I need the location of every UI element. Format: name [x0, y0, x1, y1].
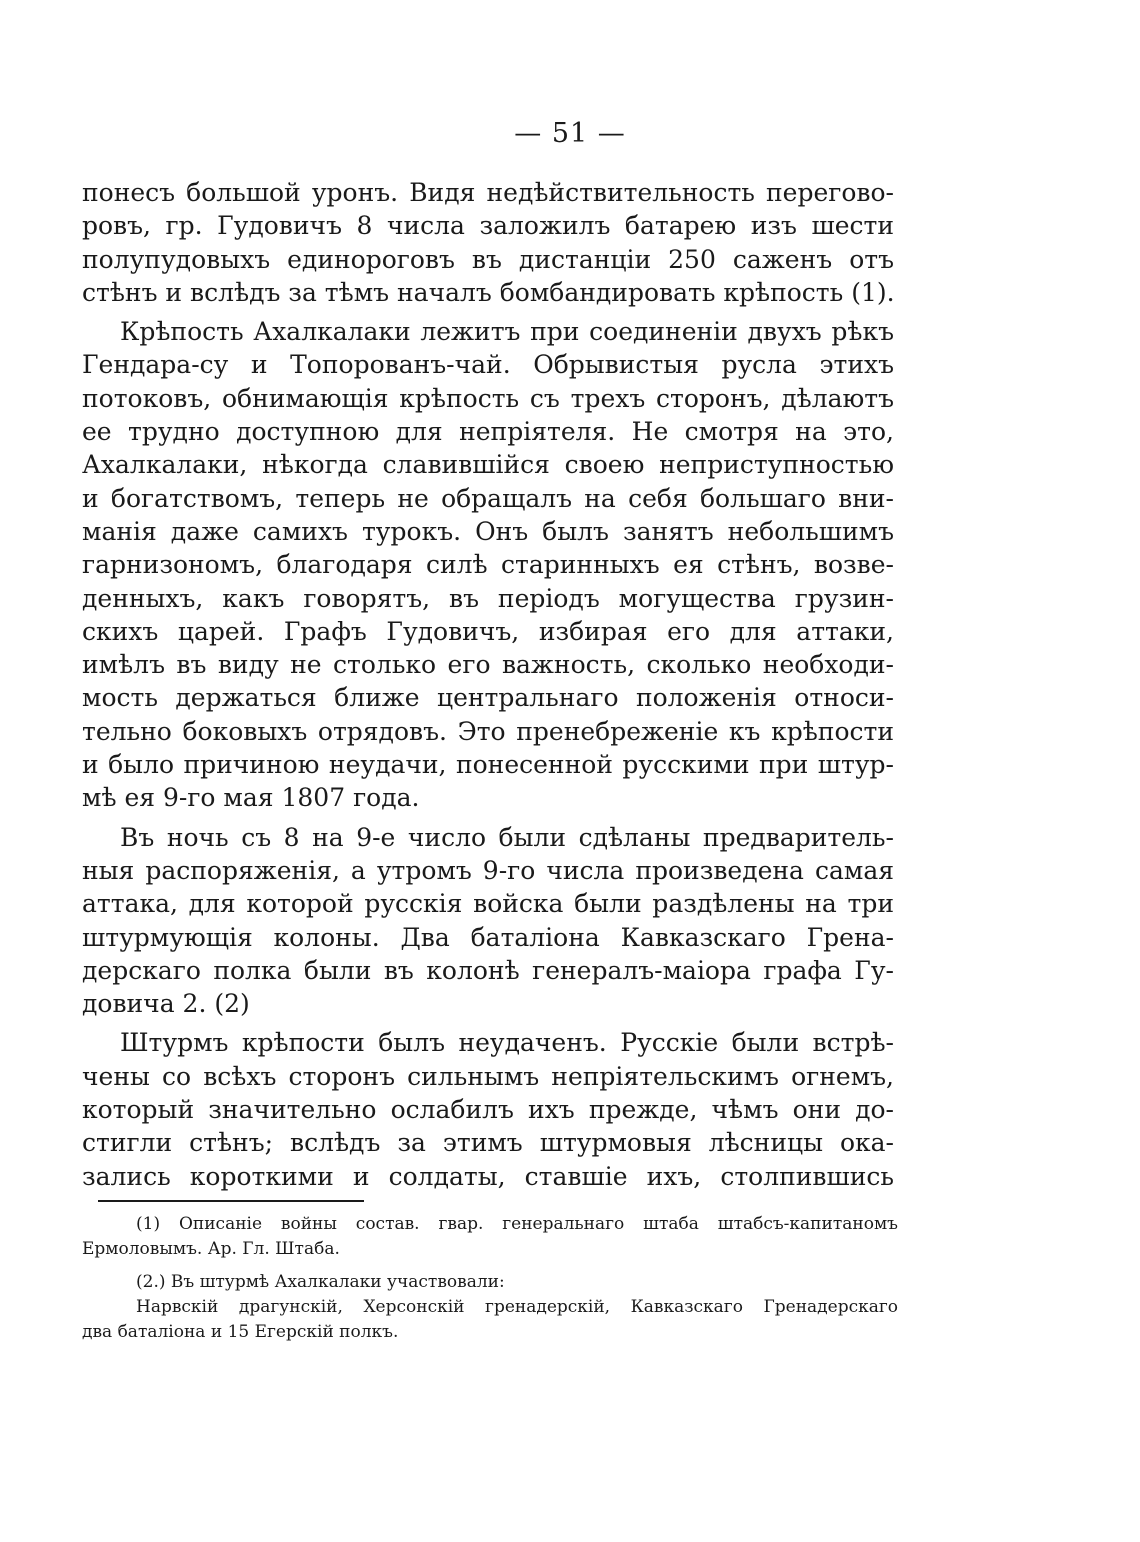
text-line: зались короткими и солдаты, ставшіе ихъ, столпившись: [82, 1161, 894, 1191]
text-line: аттака, для которой русскія войска были раздѣлены на три: [82, 889, 894, 919]
text-line: мѣ ея 9-го мая 1807 года.: [82, 783, 420, 813]
text-line: который значительно ослабилъ ихъ прежде, чѣмъ они до-: [82, 1095, 894, 1125]
text-line: довича 2. (2): [82, 989, 250, 1019]
text-line: ровъ, гр. Гудовичъ 8 числа заложилъ батарею изъ шести: [82, 211, 894, 241]
text-line: и было причиною неудачи, понесенной русскими при штур-: [82, 750, 894, 780]
footnote-line: два баталіона и 15 Егерскій полкъ.: [82, 1322, 399, 1342]
text-line: тельно боковыхъ отрядовъ. Это пренебреженіе къ крѣпости: [82, 716, 894, 746]
text-line: стигли стѣнъ; вслѣдъ за этимъ штурмовыя лѣсницы ока-: [82, 1128, 894, 1158]
text-line: Ахалкалаки, нѣкогда славившійся своею неприступностью: [82, 450, 894, 480]
footnote-line: Нарвскій драгунскій, Херсонскій гренадерскій, Кавказскаго Гренадерскаго: [136, 1297, 898, 1317]
footnote-line: (2.) Въ штурмѣ Ахалкалаки участвовали:: [136, 1272, 505, 1292]
footnote-line: Ермоловымъ. Ар. Гл. Штаба.: [82, 1239, 340, 1259]
text-line: дерскаго полка были въ колонѣ генералъ-маіора графа Гу-: [82, 955, 894, 985]
footnote: [82, 1212, 898, 1262]
text-line: гарнизономъ, благодаря силѣ старинныхъ ея стѣнъ, возве-: [82, 550, 894, 580]
text-line: штурмующія колоны. Два баталіона Кавказскаго Грена-: [82, 922, 894, 952]
page-number: — 51 —: [514, 118, 626, 149]
paragraph: [82, 1026, 894, 1192]
footnote-rule: [98, 1200, 364, 1202]
text-line: имѣлъ въ виду не столько его важность, сколько необходи-: [82, 650, 894, 680]
text-line: скихъ царей. Графъ Гудовичъ, избирая его для аттаки,: [82, 616, 894, 646]
text-line: понесъ большой уронъ. Видя недѣйствительность перегово-: [82, 178, 894, 207]
text-line: стѣнъ и вслѣдъ за тѣмъ началъ бомбандировать крѣпость (1).: [82, 277, 895, 307]
text-line: мость держаться ближе центральнаго положенія относи-: [82, 683, 894, 713]
paragraph: [82, 315, 894, 814]
body-text: [82, 176, 894, 1193]
paragraph: [82, 821, 894, 1021]
text-line: полупудовыхъ единороговъ въ дистанціи 250 саженъ отъ: [82, 244, 894, 274]
text-line: и богатствомъ, теперь не обращалъ на себя большаго вни-: [82, 483, 894, 513]
text-line: Крѣпость Ахалкалаки лежитъ при соединеніи двухъ рѣкъ: [120, 317, 894, 347]
footnotes: [82, 1212, 898, 1345]
paragraph: [82, 176, 894, 309]
text-line: манія даже самихъ турокъ. Онъ былъ занятъ небольшимъ: [82, 516, 894, 546]
text-line: Гендара-су и Топорованъ-чай. Обрывистыя русла этихъ: [82, 350, 894, 380]
text-line: потоковъ, обнимающія крѣпость съ трехъ сторонъ, дѣлаютъ: [82, 383, 894, 413]
text-line: чены со всѣхъ сторонъ сильнымъ непріятельскимъ огнемъ,: [82, 1061, 894, 1091]
footnote: [82, 1270, 898, 1345]
footnote-line: (1) Описаніе войны состав. гвар. генеральнаго штаба штабсъ-капитаномъ: [136, 1214, 898, 1234]
text-line: денныхъ, какъ говорятъ, въ періодъ могущества грузин-: [82, 583, 894, 613]
text-line: Штурмъ крѣпости былъ неудаченъ. Русскіе были встрѣ-: [120, 1028, 894, 1058]
text-line: ее трудно доступною для непріятеля. Не смотря на это,: [82, 417, 894, 447]
text-line: Въ ночь съ 8 на 9-е число были сдѣланы предваритель-: [120, 822, 894, 852]
text-line: ныя распоряженія, а утромъ 9-го числа произведена самая: [82, 855, 894, 885]
